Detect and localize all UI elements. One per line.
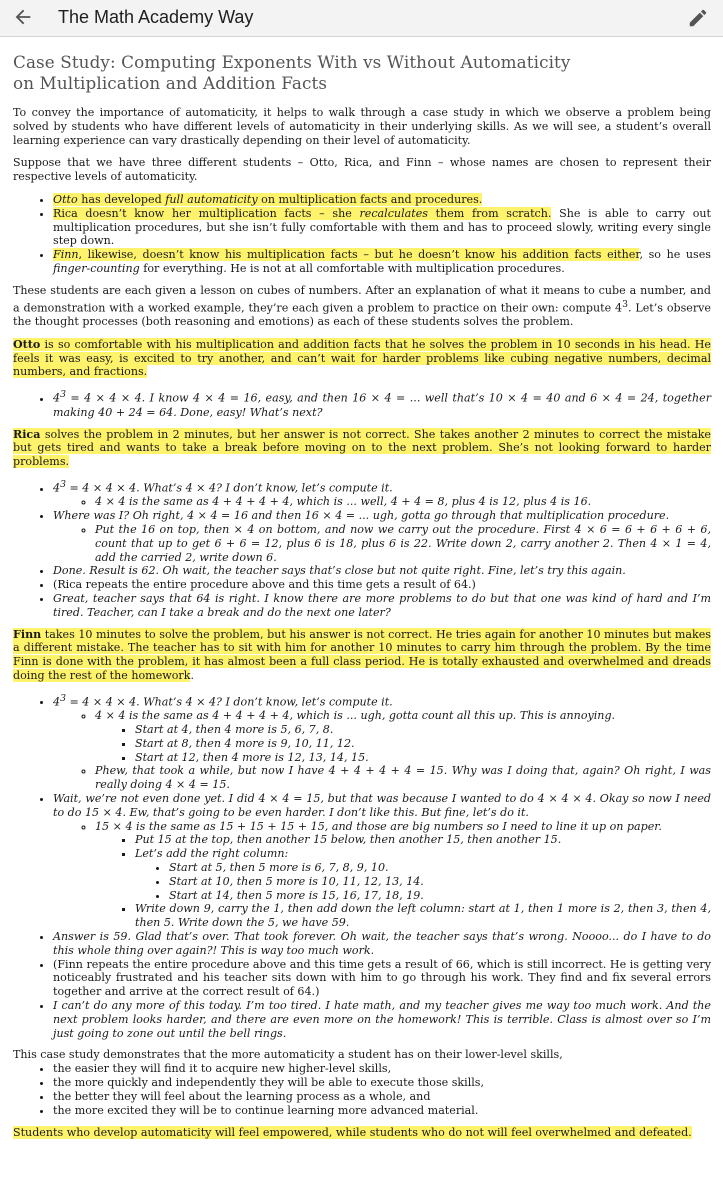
finn-thought-5: • I can’t do any more of this today. I’m too tired. I hate math, and my teacher gives me way too much work. And the next problem looks harder, and there are even more on the homework! This is terrible. Class is almost over so I’m just going to zone out until the bell rings. <box>53 999 711 1040</box>
rica-thought-1a: ◦ 4 × 4 is the same as 4 + 4 + 4 + 4, which is ... well, 4 + 4 = 8, plus 4 is 12, plus 4 is 16. <box>95 495 711 509</box>
arrow-back-icon[interactable] <box>12 6 36 30</box>
finn-para-name: Finn <box>13 627 42 641</box>
finn-para-text: takes 10 minutes to solve the problem, but his answer is not correct. He tries again for another 10 minutes but makes a different mistake. The teacher has to sit with him for another 10 minutes to carry him through the problem. By the time Finn is done with the problem, it has almost been a full class period. He is totally exhausted and overwhelmed and dreads doing the rest of the homework <box>13 627 711 682</box>
otto-text-c: on multiplication facts and procedures. <box>257 192 483 206</box>
list-item-otto <box>53 193 711 207</box>
finn-add-2: • Start at 10, then 5 more is 10, 11, 12, 13, 14. <box>169 875 711 889</box>
finn-sub-2a2 <box>135 861 711 902</box>
otto-text-a: has developed <box>77 192 166 206</box>
finn-add-3: • Start at 14, then 5 more is 15, 16, 17, 18, 19. <box>169 889 711 903</box>
rica-thought-5: • Great, teacher says that 64 is right. I know there are more problems to do but that one was kind of hard and I’m tired. Teacher, can I take a break and do the next one later? <box>53 592 711 620</box>
otto-para-text: is so comfortable with his multiplication and addition facts that he solves the problem in 10 seconds in his head. He feels it was easy, is excited to try another, and can’t wait for harder problems like cubing negative numbers, decimal numbers, and fractions. <box>13 337 711 379</box>
conclusion-item: • the more excited they will be to continue learning more advanced material. <box>53 1104 711 1118</box>
finn-name: Finn <box>53 248 79 262</box>
finn-thought-1b: ◦ Phew, that took a while, but now I have 4 + 4 + 4 + 4 = 15. Why was I doing that, again? Oh right, I was really doing 4 × 4 = 15. <box>95 764 711 792</box>
conclusion-item: • the more quickly and independently they will be able to execute those skills, <box>53 1076 711 1090</box>
finn-thought-2-text: Wait, we’re not even done yet. I did 4 × 4 = 15, but that was because I wanted to do 4 × 4 × 4. Okay so now I need to do 15 × 4. Ew, that’s going to be even harder. I don’t like this. But fine, let’s do it. <box>53 792 711 819</box>
finn-text-b: , likewise, doesn’t know his multiplication facts – but he doesn’t know his addition facts either <box>78 248 640 262</box>
finn-thought-4: • (Finn repeats the entire procedure above and this time gets a result of 66, which is still incorrect. He is getting very noticeably frustrated and his teacher sits down with him to go through his work. They find and fix several errors together and arrive at the correct result of 64.) <box>53 958 711 999</box>
finn-para-end: . <box>190 668 194 682</box>
finn-step-2-text: Let’s add the right column: <box>135 847 289 861</box>
conclusion-item: • the better they will feel about the learning process as a whole, and <box>53 1090 711 1104</box>
final-text: Students who develop automaticity will feel empowered, while students who do not will feel overwhelmed and defeated <box>13 1126 689 1140</box>
final-paragraph <box>13 1126 711 1140</box>
rica-thought-2 <box>53 509 711 564</box>
student-list <box>13 193 711 276</box>
document-body <box>13 52 711 1149</box>
finn-thought-2 <box>53 792 711 930</box>
intro-paragraph-1: To convey the importance of automaticity, it helps to walk through a case study in which we observe a problem being solved by students who have different levels of automaticity in their underlying skills. As we will see, a student’s overall learning experience can vary drastically depending on their level of automaticity. <box>13 106 711 147</box>
rica-exponent: 3 <box>60 478 66 490</box>
conclusion-paragraph: This case study demonstrates that the more automaticity a student has on their lower-level skills, <box>13 1048 563 1062</box>
finn-sub-1 <box>53 709 711 792</box>
otto-thoughts <box>13 388 711 419</box>
finn-thoughts <box>13 692 711 1041</box>
finn-thought-1a <box>95 709 711 764</box>
finn-sub-2 <box>53 820 711 930</box>
list-item-rica <box>53 207 711 248</box>
rica-thought-4: • (Rica repeats the entire procedure above and this time gets a result of 64.) <box>53 578 711 592</box>
rica-thought-1: • $4^3 = 4 \times 4 \times 4$. What’s 4 × 4? I don’t know, let’s compute it. ◦ 4 × 4 is the same as 4 + 4 + 4 + 4, which is ... well, 4 + 4 = 8, plus 4 is 12, plus 4 is 16. <box>53 478 711 509</box>
finn-sub-2a <box>95 833 711 930</box>
finn-thought-1-text: = 4 × 4 × 4. What’s 4 × 4? I don’t know, let’s compute it. <box>65 695 393 709</box>
finn-count-3: ▪ Start at 12, then 4 more is 12, 13, 14, 15. <box>135 751 711 765</box>
finn-thought-2a <box>95 820 711 930</box>
rica-text-b: recalculates <box>359 206 428 220</box>
heading-line-2: on Multiplication and Addition Facts <box>13 73 328 93</box>
otto-name: Otto <box>53 192 78 206</box>
app-bar <box>0 0 723 37</box>
finn-thought-3: • Answer is 59. Glad that’s over. That took forever. Oh wait, the teacher says that’s wrong. Noooo... do I have to do this whole thing over again?! This is way too much work. <box>53 930 711 958</box>
otto-para-name: Otto <box>13 337 41 351</box>
finn-add-1: • Start at 5, then 5 more is 6, 7, 8, 9, 10. <box>169 861 711 875</box>
intro-paragraph-2: Suppose that we have three different students – Otto, Rica, and Finn – whose names are chosen to represent their respective levels of automaticity. <box>13 156 711 184</box>
finn-thought-2a-text: 15 × 4 is the same as 15 + 15 + 15 + 15, and those are big numbers so I need to line it up on paper. <box>95 819 662 833</box>
rica-sub-1 <box>53 495 711 509</box>
finn-text-c: , so he uses <box>639 248 711 262</box>
rica-text-a: Rica doesn’t know her multiplication facts – she <box>53 206 360 220</box>
otto-thought-text: = 4 × 4 × 4. I know 4 × 4 = 16, easy, and then 16 × 4 = ... well that’s 10 × 4 = 40 and 6 × 4 = 24, together making 40 + 24 = 64. Done, easy! What’s next? <box>53 391 711 419</box>
otto-thought: • $4^3 = 4 \times 4 \times 4$. I know 4 × 4 = 16, easy, and then 16 × 4 = ... well that’s 10 × 4 = 40 and 6 × 4 = 24, together making 40 + 24 = 64. Done, easy! What’s next? <box>53 388 711 419</box>
conclusion-list <box>13 1062 711 1117</box>
rica-thought-1-text: = 4 × 4 × 4. What’s 4 × 4? I don’t know, let’s compute it. <box>65 481 393 495</box>
finn-count-1: ▪ Start at 4, then 4 more is 5, 6, 7, 8. <box>135 723 711 737</box>
section-heading <box>13 52 711 94</box>
list-item-finn <box>53 248 711 276</box>
finn-exponent: 3 <box>60 692 66 704</box>
finn-text-d: finger-counting <box>53 261 140 275</box>
pencil-icon[interactable] <box>687 7 709 29</box>
finn-step-3: ▪ Write down 9, carry the 1, then add down the left column: start at 1, then 1 more is 2, then 3, then 4, then 5. Write down the 5, we have 59. <box>135 902 711 930</box>
otto-exponent: 3 <box>60 389 66 401</box>
finn-sub-1a <box>95 723 711 764</box>
lesson-text-a: These students are each given a lesson on cubes of numbers. After an explanation of what it means to cube a number, and a demonstration with a worked example, they’re each given a problem to practice on their own: compute 4 <box>13 283 711 315</box>
rica-text-rest: She is able to carry out multiplication procedures, but she isn’t fully comfortable with them and has to proceed slowly, writing every single step down. <box>53 206 711 248</box>
rica-thought-3: • Done. Result is 62. Oh wait, the teacher says that’s close but not quite right. Fine, let’s try this again. <box>53 564 711 578</box>
rica-thought-2a: ◦ Put the 16 on top, then × 4 on bottom, and now we carry out the procedure. First 4 × 6 = 6 + 6 + 6 + 6, count that up to get 6 + 6 = 12, plus 6 is 18, plus 6 is 22. Write down 2, carry another 2. Then 4 × 1 = 4, add the carried 2, write down 6. <box>95 523 711 564</box>
finn-text-e: for everything. He is not at all comfortable with multiplication procedures. <box>139 261 565 275</box>
lesson-text-b: . Let’s observe the thought processes (both reasoning and emotions) as each of these students solves the problem. <box>13 301 712 329</box>
finn-step-2 <box>135 847 711 902</box>
final-end: . <box>688 1126 692 1140</box>
lesson-paragraph <box>13 284 711 329</box>
rica-para-text: solves the problem in 2 minutes, but her answer is not correct. She takes another 2 minutes to correct the mistake but gets tired and wants to take a break before moving on to the next problem. She’s not looking forward to harder problems. <box>13 427 711 469</box>
otto-text-b: full automaticity <box>165 192 258 206</box>
rica-text-c: them from scratch. <box>427 206 552 220</box>
heading-line-1: Case Study: Computing Exponents With vs Without Automaticity <box>13 52 571 72</box>
finn-thought-1a-text: 4 × 4 is the same as 4 + 4 + 4 + 4, which is ... ugh, gotta count all this up. This is annoying. <box>95 709 616 723</box>
otto-paragraph <box>13 338 711 379</box>
lesson-exponent: 3 <box>622 298 628 310</box>
rica-thought-2-text: Where was I? Oh right, 4 × 4 = 16 and then 16 × 4 = ... ugh, gotta go through that multiplication procedure. <box>53 509 670 523</box>
rica-thoughts <box>13 478 711 620</box>
app-title: The Math Academy Way <box>58 7 254 27</box>
conclusion-item: • the easier they will find it to acquire new higher-level skills, <box>53 1062 711 1076</box>
rica-paragraph <box>13 428 711 469</box>
rica-para-name: Rica <box>13 427 41 441</box>
finn-count-2: ▪ Start at 8, then 4 more is 9, 10, 11, 12. <box>135 737 711 751</box>
finn-paragraph <box>13 628 711 683</box>
finn-step-1: ▪ Put 15 at the top, then another 15 below, then another 15, then another 15. <box>135 833 711 847</box>
rica-sub-2 <box>53 523 711 564</box>
finn-thought-1: • $4^3 = 4 \times 4 \times 4$. What’s 4 × 4? I don’t know, let’s compute it. ◦ 4 × 4 is the same as 4 + 4 + 4 + 4, which is ... ugh, gotta count all this up. This is annoying. ▪ Start at 4, then 4 more is 5, 6, 7, 8. ▪ Start at 8, then 4 more is 9, 10, 11, 12. ▪ Start at 12, then 4 more is 12, 13, 14, 15. ◦ Phew, that took a while, but now I have 4 + 4 + 4 + 4 = 15. Why was I doing that, again? Oh right, I was really doing 4 × 4 = 15. <box>53 692 711 792</box>
